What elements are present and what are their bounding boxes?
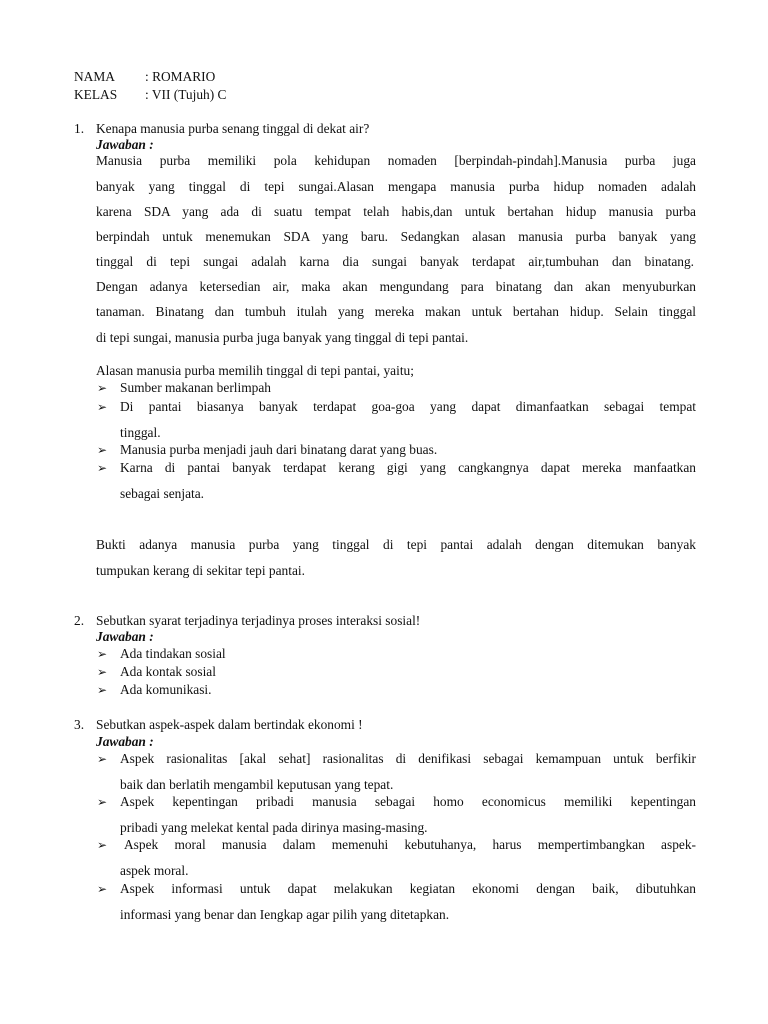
q3-item: Aspek rasionalitas [akal sehat] rasionalitas di denifikasi sebagai kemampuan untuk berfikir xyxy=(120,751,696,766)
arrow-bullet-icon: ➢ xyxy=(97,752,108,766)
arrow-bullet-icon: ➢ xyxy=(97,665,108,679)
arrow-bullet-icon: ➢ xyxy=(97,795,108,809)
q1-reasons-intro: Alasan manusia purba memilih tinggal di tepi pantai, yaitu; xyxy=(96,363,414,378)
name-label: NAMA xyxy=(74,69,115,84)
q2-question: Sebutkan syarat terjadinya terjadinya proses interaksi sosial! xyxy=(96,613,421,628)
arrow-bullet-icon: ➢ xyxy=(97,443,108,457)
arrow-bullet-icon: ➢ xyxy=(97,838,108,852)
q1-question: Kenapa manusia purba senang tinggal di dekat air? xyxy=(96,121,370,136)
q3-item: Aspek informasi untuk dapat melakukan kegiatan ekonomi dengan baik, dibutuhkan xyxy=(120,881,696,896)
q1-reason-item: Manusia purba menjadi jauh dari binatang darat yang buas. xyxy=(120,442,438,457)
q2-number: 2. xyxy=(74,613,85,628)
arrow-bullet-icon: ➢ xyxy=(97,882,108,896)
arrow-bullet-icon: ➢ xyxy=(97,381,108,395)
q3-item-continued: pribadi yang melekat kental pada dirinya masing-masing. xyxy=(120,820,428,835)
q1-proof-line: tumpukan kerang di sekitar tepi pantai. xyxy=(96,563,305,578)
q1-para-line: tanaman. Binatang dan tumbuh itulah yang mereka makan untuk bertahan hidup. Selain tinggal xyxy=(96,304,696,319)
q2-item: Ada kontak sosial xyxy=(120,664,216,679)
q3-item: Aspek kepentingan pribadi manusia sebagai homo economicus memiliki kepentingan xyxy=(120,794,696,809)
q1-reason-item: Sumber makanan berlimpah xyxy=(120,380,271,395)
q1-para-line: di tepi sungai, manusia purba juga banyak yang tinggal di tepi pantai. xyxy=(96,330,469,345)
q3-item-continued: baik dan berlatih mengambil keputusan yang tepat. xyxy=(120,777,394,792)
q2-item: Ada komunikasi. xyxy=(120,682,212,697)
q1-reason-item-continued: sebagai senjata. xyxy=(120,486,205,501)
q3-item: Aspek moral manusia dalam memenuhi kebutuhanya, harus mempertimbangkan aspek- xyxy=(124,837,696,852)
class-label: KELAS xyxy=(74,87,118,102)
arrow-bullet-icon: ➢ xyxy=(97,683,108,697)
q1-para-line: berpindah untuk menemukan SDA yang baru. Sedangkan alasan manusia purba banyak yang xyxy=(96,229,696,244)
q2-answer-label: Jawaban : xyxy=(96,629,154,644)
q3-number: 3. xyxy=(74,717,85,732)
q1-para-line: tinggal di tepi sungai adalah karna dia sungai banyak terdapat air,tumbuhan dan binatang. xyxy=(96,254,694,269)
q2-item: Ada tindakan sosial xyxy=(120,646,226,661)
arrow-bullet-icon: ➢ xyxy=(97,647,108,661)
q1-proof-line: Bukti adanya manusia purba yang tinggal di tepi pantai adalah dengan ditemukan banyak xyxy=(96,537,696,552)
q1-reason-item: Karna di pantai banyak terdapat kerang gigi yang cangkangnya dapat mereka manfaatkan xyxy=(120,460,696,475)
q1-para-line: Dengan adanya ketersedian air, maka akan mengundang para binatang dan akan menyuburkan xyxy=(96,279,696,294)
class-value: : VII (Tujuh) C xyxy=(145,87,227,102)
q3-answer-label: Jawaban : xyxy=(96,734,154,749)
q1-para-line: Manusia purba memiliki pola kehidupan nomaden [berpindah-pindah].Manusia purba juga xyxy=(96,153,696,168)
arrow-bullet-icon: ➢ xyxy=(97,461,108,475)
q1-reason-item-continued: tinggal. xyxy=(120,425,161,440)
q1-para-line: banyak yang tinggal di tepi sungai.Alasan mengapa manusia purba hidup nomaden adalah xyxy=(96,179,696,194)
q3-question: Sebutkan aspek-aspek dalam bertindak ekonomi ! xyxy=(96,717,363,732)
q3-item-continued: aspek moral. xyxy=(120,863,189,878)
q1-reason-item: Di pantai biasanya banyak terdapat goa-goa yang dapat dimanfaatkan sebagai tempat xyxy=(120,399,696,414)
q1-answer-label: Jawaban : xyxy=(96,137,154,152)
q1-para-line: karena SDA yang ada di suatu tempat telah habis,dan untuk bertahan hidup manusia purba xyxy=(96,204,696,219)
q3-item-continued: informasi yang benar dan Iengkap agar pilih yang ditetapkan. xyxy=(120,907,450,922)
q1-number: 1. xyxy=(74,121,85,136)
arrow-bullet-icon: ➢ xyxy=(97,400,108,414)
name-value: : ROMARIO xyxy=(145,69,216,84)
